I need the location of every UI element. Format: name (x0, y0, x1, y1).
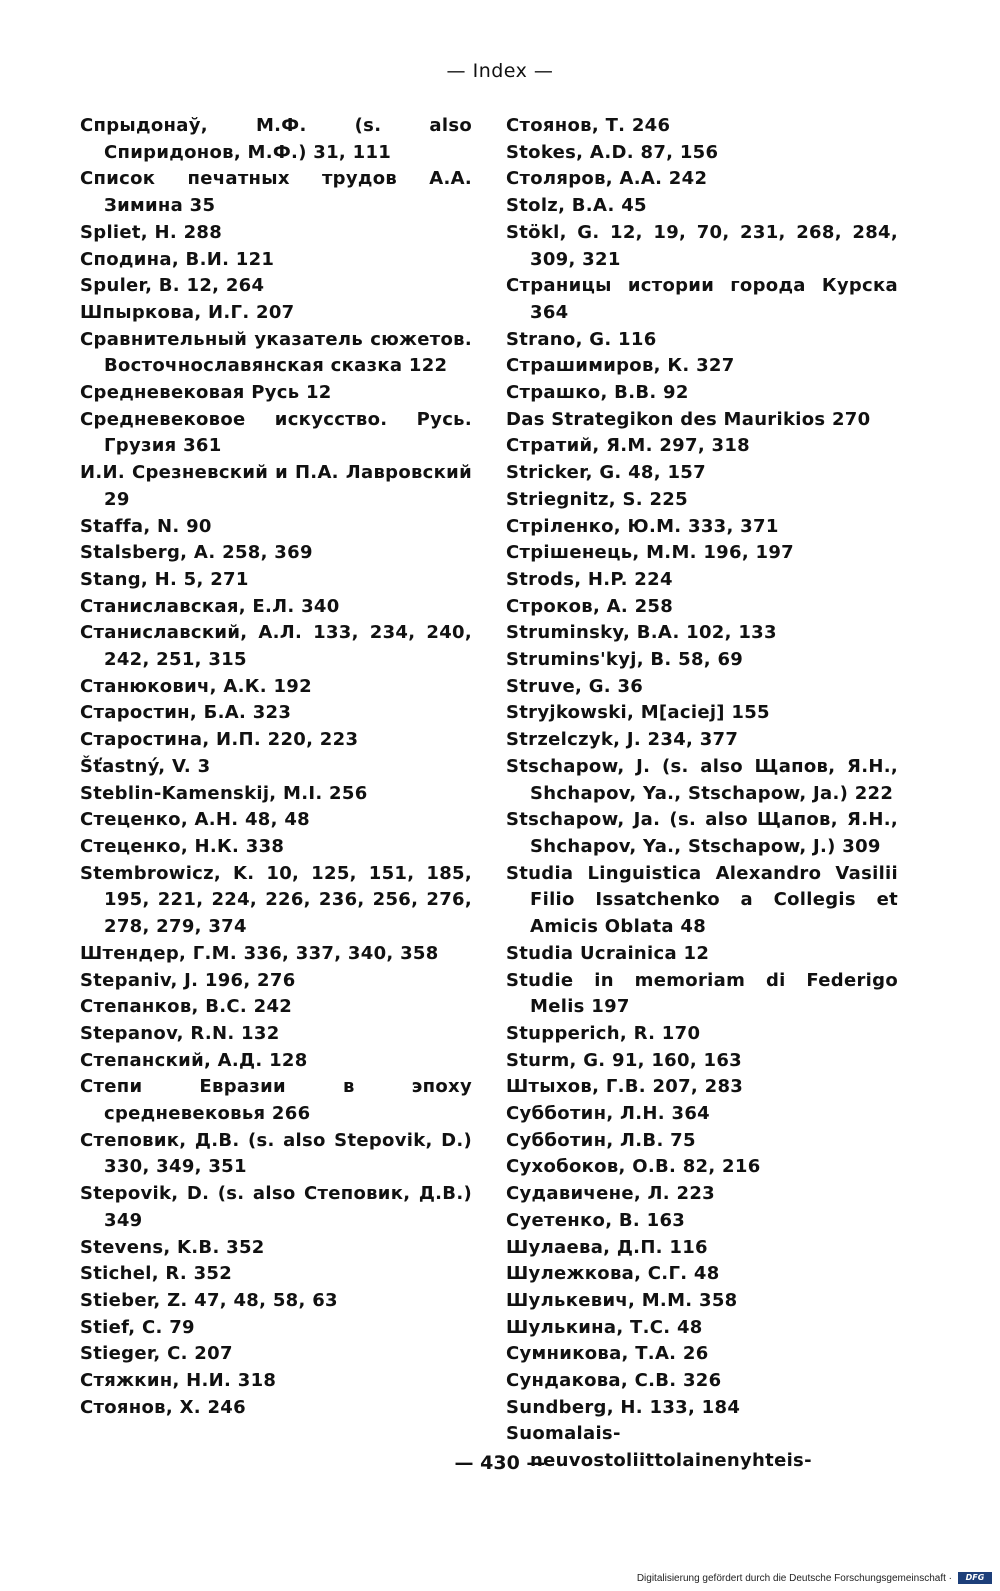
index-entry: Stieber, Z. 47, 48, 58, 63 (80, 1289, 338, 1311)
index-entry: Suomalais-neuvostoliittolainenyhteis- (506, 1423, 812, 1472)
index-entry: Šťastný, V. 3 (80, 755, 211, 777)
index-entry: Сподина, В.И. 121 (80, 248, 275, 270)
index-entry: Stricker, G. 48, 157 (506, 462, 706, 484)
index-entry: Struve, G. 36 (506, 675, 644, 697)
digitization-footer (560, 1572, 992, 1584)
index-entry: Страшимиров, К. 327 (506, 355, 735, 377)
index-entry: Степанский, А.Д. 128 (80, 1049, 308, 1071)
index-entry: Стеценко, Н.К. 338 (80, 835, 285, 857)
index-entry: Шулькина, Т.С. 48 (506, 1316, 703, 1338)
index-entry: Das Strategikon des Maurikios 270 (506, 408, 871, 430)
index-entry: Суетенко, В. 163 (506, 1209, 686, 1231)
index-entry: Стрішенець, М.М. 196, 197 (506, 542, 795, 564)
index-entry: Шпыркова, И.Г. 207 (80, 301, 295, 323)
index-entry: Станиславская, Е.Л. 340 (80, 595, 340, 617)
index-entry: Stokes, A.D. 87, 156 (506, 141, 719, 163)
index-entry: Struminsky, B.A. 102, 133 (506, 622, 777, 644)
index-entry: Штендер, Г.М. 336, 337, 340, 358 (80, 942, 439, 964)
index-entry: Старостина, И.П. 220, 223 (80, 729, 359, 751)
index-entry: Список печатных трудов А.А. Зимина 35 (80, 168, 472, 217)
index-entry: Субботин, Л.Н. 364 (506, 1103, 710, 1125)
index-entry: Spliet, H. 288 (80, 221, 223, 243)
index-entry: Stepanov, R.N. 132 (80, 1022, 280, 1044)
index-entry: Studia Ucrainica 12 (506, 942, 710, 964)
index-entry: Стратий, Я.М. 297, 318 (506, 435, 751, 457)
index-entry: Stschapow, J. (s. also Щапов, Я.Н., Shchapov, Ya., Stschapow, Ja.) 222 (506, 755, 898, 804)
dfg-logo-icon: DFG (958, 1572, 992, 1584)
index-entry: Степовик, Д.В. (s. also Stepovik, D.) 330, 349, 351 (80, 1129, 472, 1178)
index-entry: Stembrowicz, K. 10, 125, 151, 185, 195, 221, 224, 226, 236, 256, 276, 278, 279, 374 (80, 862, 472, 938)
index-entry: Stepovik, D. (s. also Степовик, Д.В.) 349 (80, 1183, 472, 1231)
index-entry: Stryjkowski, M[aciej] 155 (506, 702, 770, 724)
index-entry: Стяжкин, Н.И. 318 (80, 1370, 277, 1392)
index-entry: Сундакова, С.В. 326 (506, 1370, 722, 1392)
index-entry: Старостин, Б.А. 323 (80, 702, 292, 724)
index-entry: Стріленко, Ю.М. 333, 371 (506, 515, 779, 537)
index-entry: Strumins'kyj, B. 58, 69 (506, 649, 744, 671)
index-entry: Шулаева, Д.П. 116 (506, 1236, 708, 1258)
index-column-left (80, 113, 472, 1421)
index-entry: Сумникова, Т.А. 26 (506, 1343, 709, 1365)
index-entry: Stschapow, Ja. (s. also Щапов, Я.Н., Shchapov, Ya., Stschapow, J.) 309 (506, 809, 898, 857)
index-entry: Спрыдонаў, М.Ф. (s. also Спиридонов, М.Ф.) 31, 111 (80, 115, 472, 163)
index-entry: Стеценко, А.Н. 48, 48 (80, 809, 310, 831)
index-entry: Sturm, G. 91, 160, 163 (506, 1049, 743, 1071)
index-entry: Шулежкова, С.Г. 48 (506, 1263, 720, 1285)
index-entry: Сухобоков, О.В. 82, 216 (506, 1156, 761, 1178)
index-entry: И.И. Срезневский и П.А. Лавровский 29 (80, 462, 472, 510)
index-entry: Средневековое искусство. Русь. Грузия 361 (80, 408, 472, 457)
index-entry: Studie in memoriam di Federigo Melis 197 (506, 969, 898, 1018)
footer-text: Digitalisierung gefördert durch die Deutsche Forschungsgemeinschaft · (636, 1572, 952, 1584)
index-entry: Станюкович, А.К. 192 (80, 675, 312, 697)
index-entry: Строков, А. 258 (506, 595, 674, 617)
index-entry: Судавичене, Л. 223 (506, 1183, 715, 1205)
index-entry: Stief, C. 79 (80, 1316, 195, 1338)
index-entry: Stökl, G. 12, 19, 70, 231, 268, 284, 309, 321 (506, 221, 898, 270)
index-entry: Сравнительный указатель сюжетов. Восточнославянская сказка 122 (80, 328, 472, 377)
index-entry: Steblin-Kamenskij, M.I. 256 (80, 782, 368, 804)
index-entry: Средневековая Русь 12 (80, 382, 332, 404)
index-entry: Станиславский, А.Л. 133, 234, 240, 242, 251, 315 (80, 622, 472, 671)
index-entry: Столяров, А.А. 242 (506, 168, 708, 190)
index-entry: Strano, G. 116 (506, 328, 657, 350)
page-number: — 430 — (454, 1452, 546, 1474)
index-entry: Stichel, R. 352 (80, 1263, 233, 1285)
index-entry: Striegnitz, S. 225 (506, 488, 688, 510)
index-entry: Шулькевич, М.М. 358 (506, 1289, 738, 1311)
index-entry: Стоянов, Т. 246 (506, 115, 671, 136)
index-entry: Страшко, В.В. 92 (506, 382, 689, 404)
index-entry: Strzelczyk, J. 234, 377 (506, 729, 739, 751)
index-entry: Staffa, N. 90 (80, 515, 212, 537)
index-entry: Субботин, Л.В. 75 (506, 1129, 696, 1151)
index-entry: Studia Linguistica Alexandro Vasilii Filio Issatchenko a Collegis et Amicis Oblata 48 (506, 862, 898, 938)
index-entry: Степи Евразии в эпоху средневековья 266 (80, 1076, 472, 1125)
index-entry: Stupperich, R. 170 (506, 1022, 701, 1044)
index-column-right (506, 113, 898, 1475)
index-entry: Степанков, В.С. 242 (80, 996, 293, 1018)
index-entry: Стоянов, Х. 246 (80, 1396, 246, 1418)
index-entry: Stolz, B.A. 45 (506, 195, 647, 217)
index-entry: Strods, H.P. 224 (506, 568, 673, 590)
index-entry: Stieger, C. 207 (80, 1343, 233, 1365)
index-entry: Страницы истории города Курска 364 (506, 275, 898, 323)
index-entry: Stang, H. 5, 271 (80, 568, 249, 590)
index-entry: Stevens, K.B. 352 (80, 1236, 265, 1258)
index-entry: Spuler, B. 12, 264 (80, 275, 265, 297)
index-entry: Штыхов, Г.В. 207, 283 (506, 1076, 744, 1098)
index-entry: Sundberg, H. 133, 184 (506, 1396, 741, 1418)
index-entry: Stepaniv, J. 196, 276 (80, 969, 296, 991)
running-header: — Index — (446, 60, 554, 82)
index-entry: Stalsberg, A. 258, 369 (80, 542, 313, 564)
